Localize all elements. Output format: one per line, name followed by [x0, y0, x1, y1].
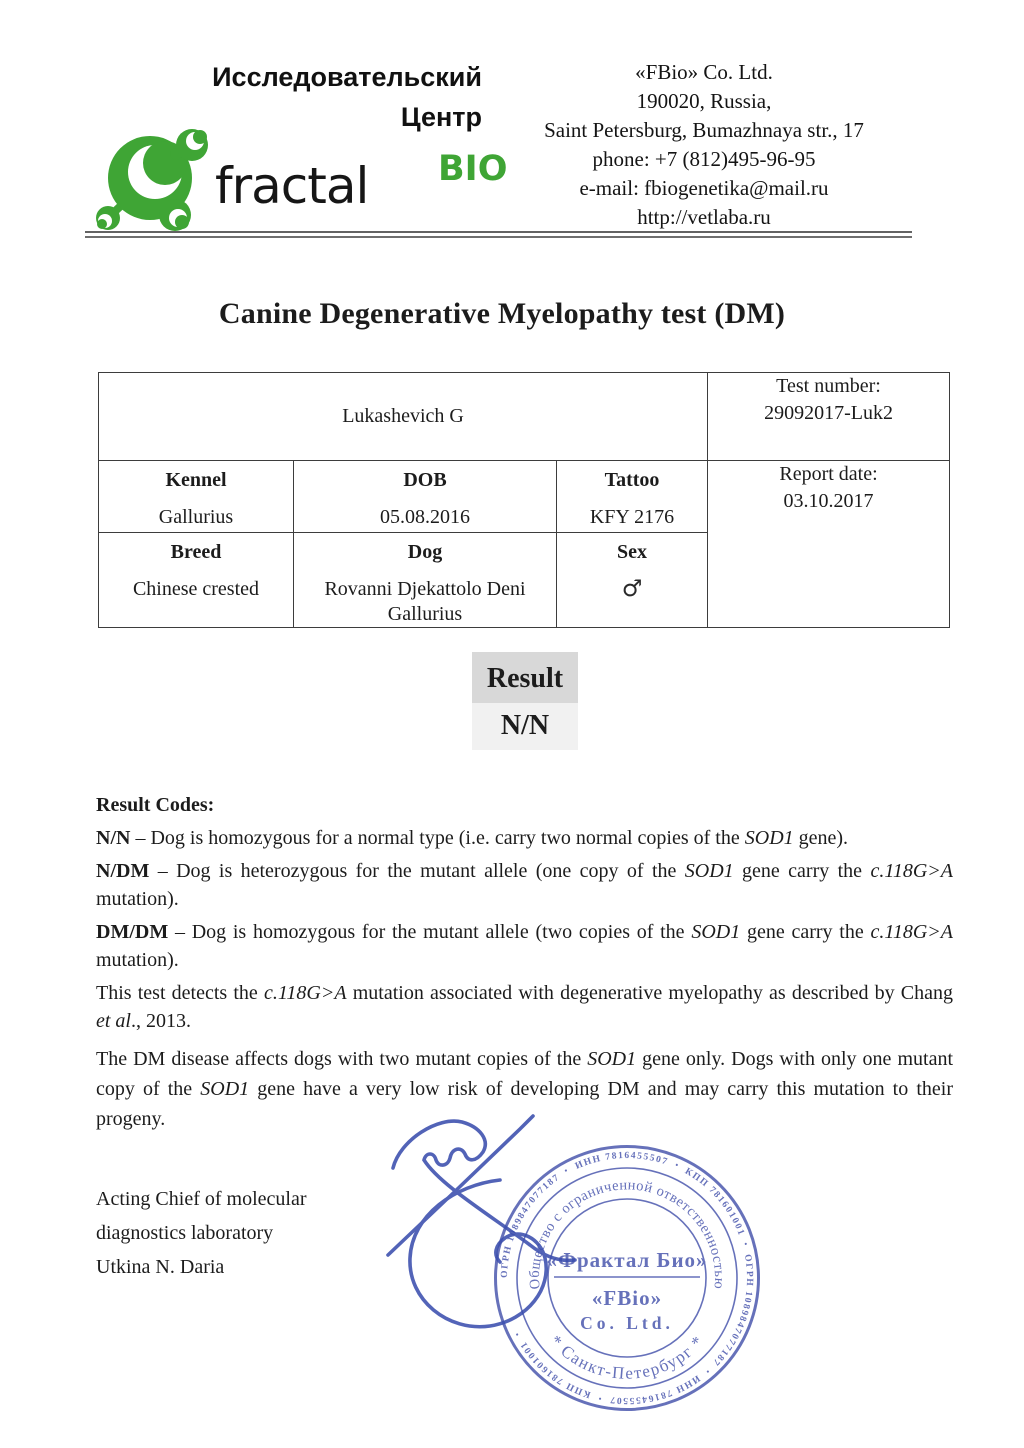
code-label: DM/DM — [96, 921, 169, 943]
breed-label: Breed — [170, 541, 222, 563]
stamp-registration-numbers: ОГРН 1089847077187 ・ ИНН 7816455507 ・ КПП 781601001 ・ ОГРН 1089847077187 ・ ИНН 7816455507 ・ КПП 781601001 ・ — [499, 1150, 755, 1406]
dog-name-cell — [294, 533, 557, 628]
mutation-name: c.118G>A — [263, 982, 347, 1004]
company-name: «FBio» Co. Ltd. — [635, 60, 773, 84]
kennel-cell — [99, 461, 294, 533]
code-ndm-paragraph — [96, 857, 953, 913]
breed-value: Chinese crested — [132, 578, 260, 600]
stamp-company-form-arc: Общество с ограниченной ответственностью — [526, 1177, 728, 1290]
tattoo-label: Tattoo — [604, 469, 660, 491]
test-number-label: Test number: — [776, 375, 881, 397]
company-website: http://vetlaba.ru — [637, 205, 771, 229]
sex-cell — [557, 533, 708, 628]
text-segment: gene carry the — [740, 921, 871, 943]
male-symbol: ♂ — [621, 576, 643, 602]
dog-info-table — [98, 372, 950, 628]
text-segment: gene carry the — [733, 860, 871, 882]
text-segment: – Dog is heterozygous for the mutant allele (one copy of the — [149, 860, 685, 882]
text-segment: mutation). — [96, 888, 179, 910]
gene-name: SOD1 — [691, 921, 741, 943]
signer-block — [96, 1182, 307, 1284]
code-dmdm-paragraph — [96, 918, 953, 974]
dog-value: Rovanni Djekattolo Deni Gallurius — [324, 578, 526, 625]
breed-cell — [99, 533, 294, 628]
kennel-label: Kennel — [165, 469, 227, 491]
result-codes-heading: Result Codes: — [96, 794, 215, 816]
text-segment: The DM disease affects dogs with two mutant copies of the — [96, 1048, 588, 1070]
header-divider — [85, 231, 912, 238]
text-segment: – Dog is homozygous for the mutant allele (two copies of the — [168, 921, 692, 943]
et-al: et al — [96, 1010, 131, 1032]
tattoo-cell — [557, 461, 708, 533]
research-center-line1: Исследовательский — [212, 62, 482, 92]
company-email: e-mail: fbiogenetika@mail.ru — [579, 176, 829, 200]
dog-label: Dog — [407, 541, 443, 563]
stamp-city-arc: * Санкт-Петербург * — [546, 1331, 708, 1383]
signer-title-line1: Acting Chief of molecular — [96, 1188, 307, 1210]
result-box — [472, 652, 578, 750]
text-segment: mutation associated with degenerative myelopathy as described by Chang — [346, 982, 954, 1004]
mutation-name: c.118G>A — [870, 860, 953, 882]
page-title: Canine Degenerative Myelopathy test (DM) — [218, 297, 786, 330]
dob-cell — [294, 461, 557, 533]
signer-title-line2: diagnostics laboratory — [96, 1222, 274, 1244]
gene-name: SOD1 — [587, 1048, 637, 1070]
company-phone: phone: +7 (812)495-96-95 — [592, 147, 816, 171]
fractalbio-logo — [95, 116, 515, 234]
report-date-value: 03.10.2017 — [783, 490, 874, 512]
result-codes-section — [96, 791, 953, 1139]
company-address: Saint Petersburg, Bumazhnaya str., 17 — [544, 118, 864, 142]
logo-suffix: BIO — [438, 149, 508, 189]
gene-name: SOD1 — [200, 1078, 250, 1100]
handwritten-signature — [368, 1102, 603, 1347]
code-label: N/N — [96, 827, 131, 849]
table-row — [99, 373, 950, 461]
test-note-paragraph — [96, 979, 953, 1035]
dob-value: 05.08.2016 — [380, 506, 470, 528]
text-segment: gene have a very low risk of developing DM and may carry this mutation to their progeny. — [96, 1078, 953, 1130]
text-segment: This test detects the — [96, 982, 264, 1004]
table-row — [99, 461, 950, 533]
research-center-line2: Центр — [400, 102, 482, 132]
report-date-label: Report date: — [779, 463, 878, 485]
mutation-name: c.118G>A — [870, 921, 953, 943]
result-label: Result — [472, 652, 578, 703]
company-info — [488, 58, 920, 232]
gene-name: SOD1 — [744, 827, 794, 849]
text-segment: gene). — [793, 827, 849, 849]
stamp-company-name-en: «FBio» — [591, 1286, 663, 1310]
owner-cell: Lukashevich G — [99, 373, 708, 461]
test-number-cell — [708, 373, 950, 461]
text-segment: – Dog is homozygous for a normal type (i.e. carry two normal copies of the — [130, 827, 745, 849]
logo-word: fractal — [215, 157, 369, 215]
tattoo-value: KFY 2176 — [589, 506, 675, 528]
report-date-cell — [708, 461, 950, 628]
molecule-icon — [96, 129, 208, 231]
test-number-value: 29092017-Luk2 — [764, 402, 893, 424]
text-segment: ., 2013. — [131, 1010, 191, 1032]
text-segment: gene only. Dogs with only one mutant copy of the — [96, 1048, 953, 1100]
result-value: N/N — [472, 703, 578, 750]
signer-name: Utkina N. Daria — [96, 1256, 225, 1278]
kennel-value: Gallurius — [158, 506, 234, 528]
stamp-company-suffix: Co. Ltd. — [580, 1313, 674, 1333]
stamp-company-name-ru: «Фрактал Био» — [546, 1248, 708, 1272]
gene-name: SOD1 — [684, 860, 734, 882]
code-nn-paragraph — [96, 824, 953, 852]
text-segment: mutation). — [96, 949, 179, 971]
sex-label: Sex — [617, 541, 647, 563]
company-postcode: 190020, Russia, — [636, 89, 772, 113]
code-label: N/DM — [96, 860, 150, 882]
dob-label: DOB — [403, 469, 447, 491]
